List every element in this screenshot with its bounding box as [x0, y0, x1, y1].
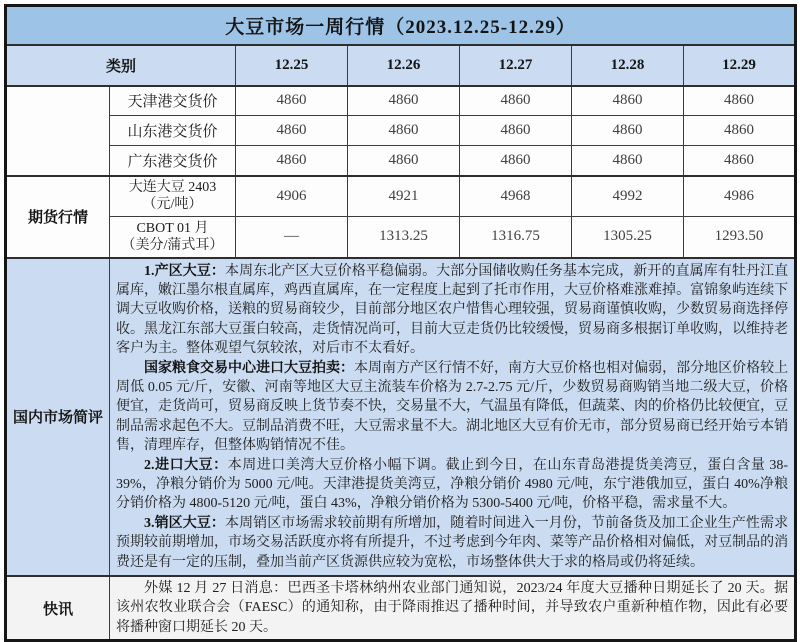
paragraph-lead: 2.进口大豆：: [144, 457, 228, 473]
price-cell: 4986: [684, 176, 796, 217]
soybean-weekly-table: [4, 4, 797, 642]
commentary-body: [110, 258, 796, 577]
paragraph-text: 本周销区市场需求较前期有所增加，随着时间进入一月份，节前备货及加工企业生产性需求预期较前期增加，市场交易活跃度亦将有所提升，不过考虑到今年肉、菜等产品价格相对偏低，对豆制品的消费还是有一定的压制，叠加当前产区货源供应较为宽松，市场整体供大于求的格局或仍将延续。: [116, 515, 789, 570]
commentary-paragraph-auction: [116, 359, 788, 456]
price-cell: 4860: [460, 146, 572, 176]
row-label-tianjin-port: 天津港交货价: [110, 86, 236, 116]
row-label-shandong-port: 山东港交货价: [110, 116, 236, 146]
section-label-news: 快讯: [6, 576, 110, 641]
paragraph-text: 本周东北产区大豆价格平稳偏弱。大部分国储收购任务基本完成，新开的直属库有牡丹江直属库，嫩江墨尔根直属库，鸡西直属库，在一定程度上起到了托市作用，大豆价格难涨难掉。富锦象屿连续下调大豆收购价格，送粮的贸易商较少，目前部分地区农户惜售心理较强，贸易商谨慎收购，少数贸易商选择停收。黑龙江东部大豆蛋白较高，走货情况尚可，目前大豆走货仍比较缓慢，贸易商多根据订单收购，以维持老客户为主。整体观望气氛较浓，对后市不太看好。: [116, 263, 789, 357]
commentary-paragraph-sales-area: [116, 514, 788, 572]
price-cell: 1316.75: [460, 217, 572, 258]
price-cell: 4860: [348, 146, 460, 176]
contract-name: 大连大豆 2403: [128, 180, 217, 196]
price-cell: 4860: [684, 116, 796, 146]
column-header-date-1: 12.25: [236, 45, 348, 86]
price-cell: —: [236, 217, 348, 258]
column-header-category: 类别: [6, 45, 236, 86]
paragraph-lead: 1.产区大豆：: [144, 263, 225, 279]
price-cell: 4860: [236, 146, 348, 176]
price-cell: 4860: [348, 86, 460, 116]
row-label-guangdong-port: 广东港交货价: [110, 146, 236, 176]
price-cell: 4860: [348, 116, 460, 146]
price-cell: 4860: [460, 86, 572, 116]
price-cell: 4860: [572, 86, 684, 116]
price-cell: 1293.50: [684, 217, 796, 258]
column-header-date-3: 12.27: [460, 45, 572, 86]
paragraph-text: 本周南方产区行情不好，南方大豆价格也相对偏弱，部分地区价格较上周低 0.05 元/斤，安徽、河南等地区大豆主流装车价格为 2.7-2.75 元/斤，少数贸易商购销当地二级大豆，价格便宜，走货尚可，贸易商反映上货节奏不快，交易量不大，气温虽有降低，但蔬菜、肉的价格仍比较便宜，豆制品需求起色不大。豆制品消费不旺，大豆需求量不大。湖北地区大豆有价无市，部分贸易商已经开始亏本销售，清理库存，但整体购销情况不佳。: [116, 360, 789, 454]
price-cell: 4992: [572, 176, 684, 217]
row-label-dalian-soybean: [110, 176, 236, 217]
price-cell: 4921: [348, 176, 460, 217]
section-label-futures: 期货行情: [6, 176, 110, 258]
paragraph-lead: 国家粮食交易中心进口大豆拍卖：: [144, 360, 355, 376]
commentary-paragraph-producing-area: [116, 262, 788, 359]
price-cell: 4968: [460, 176, 572, 217]
price-cell: 4860: [236, 86, 348, 116]
column-header-date-4: 12.28: [572, 45, 684, 86]
page-title: 大豆市场一周行情（2023.12.25-12.29）: [6, 6, 796, 45]
price-cell: 1313.25: [348, 217, 460, 258]
contract-name: CBOT 01 月: [136, 220, 209, 236]
price-cell: 4860: [572, 116, 684, 146]
contract-unit: （美分/蒲式耳）: [121, 237, 224, 253]
price-cell: 4906: [236, 176, 348, 217]
price-cell: 4860: [572, 146, 684, 176]
price-cell: 4860: [460, 116, 572, 146]
commentary-paragraph-imported: [116, 456, 788, 514]
price-cell: 4860: [684, 86, 796, 116]
section-label-commentary: 国内市场简评: [6, 258, 110, 577]
column-header-date-5: 12.29: [684, 45, 796, 86]
column-header-date-2: 12.26: [348, 45, 460, 86]
news-paragraph: 外媒 12 月 27 日消息：巴西圣卡塔林纳州农业部门通知说，2023/24 年度大豆播种日期延长了 20 天。据该州农牧业联合会（FAESC）的通知称，由于降雨推迟了播种时间，并导致农户重新种植作物，因此有必要将播种窗口期延长 20 天。: [116, 581, 789, 635]
price-cell: 4860: [236, 116, 348, 146]
paragraph-lead: 3.销区大豆：: [144, 515, 225, 531]
paragraph-text: 本周进口美湾大豆价格小幅下调。截止到今日，在山东青岛港提货美湾豆，蛋白含量 38-39%，净粮分销价为 5000 元/吨。天津港提货美湾豆，净粮分销价 4980 元/吨，东宁港俄加豆，蛋白 40%净粮分销价格为 4800-5120 元/吨，蛋白 43%，净粮分销价格为 5300-5400 元/吨，价格平稳，需求量不大。: [116, 457, 789, 512]
news-body: [110, 576, 796, 641]
price-cell: 4860: [684, 146, 796, 176]
contract-unit: （元/吨）: [142, 197, 203, 213]
row-label-cbot: [110, 217, 236, 258]
price-cell: 1305.25: [572, 217, 684, 258]
spot-group-cell: [6, 86, 110, 176]
